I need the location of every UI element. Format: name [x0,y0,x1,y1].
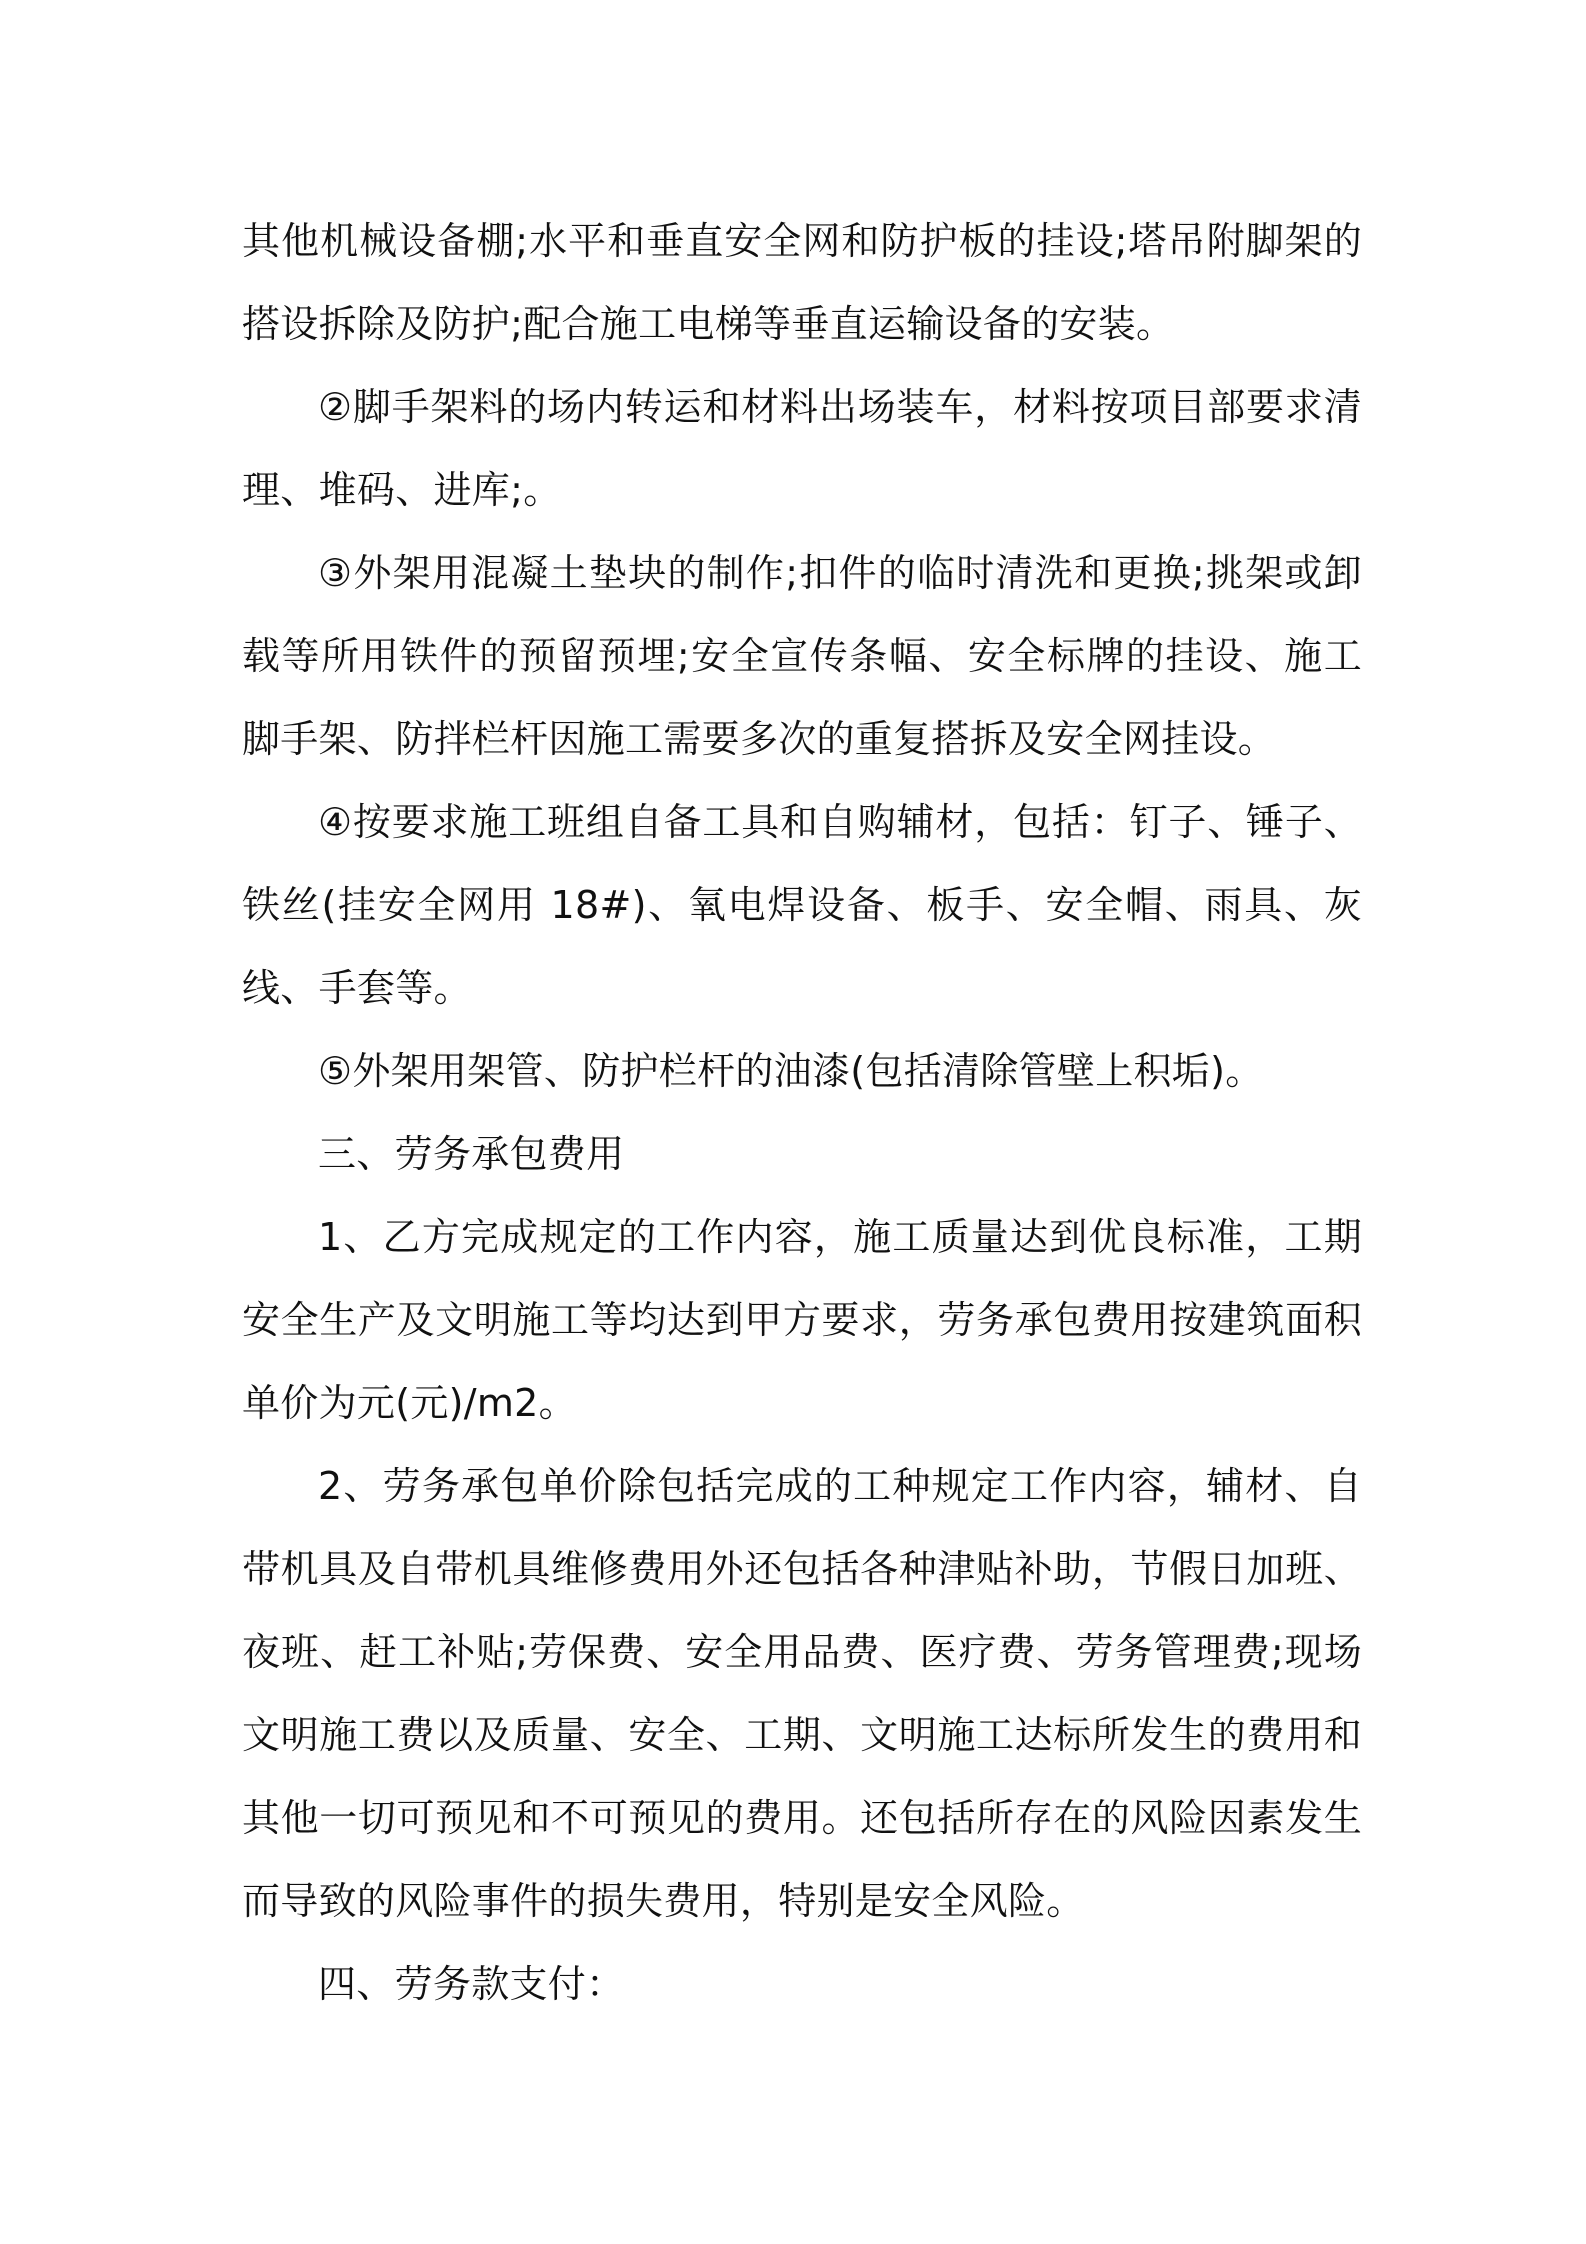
paragraph-item-3: ③外架用混凝土垫块的制作;扣件的临时清洗和更换;挑架或卸载等所用铁件的预留预埋;安全宣传条幅、安全标牌的挂设、施工脚手架、防拌栏杆因施工需要多次的重复搭拆及安全网挂设。 [242,551,1362,761]
paragraph-item-2: ②脚手架料的场内转运和材料出场装车，材料按项目部要求清理、堆码、进库;。 [242,385,1362,512]
paragraph-item-4: ④按要求施工班组自备工具和自购辅材，包括：钉子、锤子、铁丝(挂安全网用 18#)、氧电焊设备、板手、安全帽、雨具、灰线、手套等。 [242,800,1362,1010]
paragraph-fee-2: 2、劳务承包单价除包括完成的工种规定工作内容，辅材、自带机具及自带机具维修费用外还包括各种津贴补助，节假日加班、夜班、赶工补贴;劳保费、安全用品费、医疗费、劳务管理费;现场文明施工费以及质量、安全、工期、文明施工达标所发生的费用和其他一切可预见和不可预见的费用。还包括所存在的风险因素发生而导致的风险事件的损失费用，特别是安全风险。 [242,1464,1362,1923]
paragraph-fee-1: 1、乙方完成规定的工作内容，施工质量达到优良标准，工期安全生产及文明施工等均达到甲方要求，劳务承包费用按建筑面积单价为元(元)/m2。 [242,1215,1362,1425]
document-body [242,200,1362,2026]
paragraph-continuation: 其他机械设备棚;水平和垂直安全网和防护板的挂设;塔吊附脚架的搭设拆除及防护;配合施工电梯等垂直运输设备的安装。 [242,219,1362,346]
paragraph-item-5: ⑤外架用架管、防护栏杆的油漆(包括清除管壁上积垢)。 [318,1049,1264,1093]
section-heading-4: 四、劳务款支付： [318,1962,625,2006]
section-heading-3: 三、劳务承包费用 [318,1132,625,1176]
